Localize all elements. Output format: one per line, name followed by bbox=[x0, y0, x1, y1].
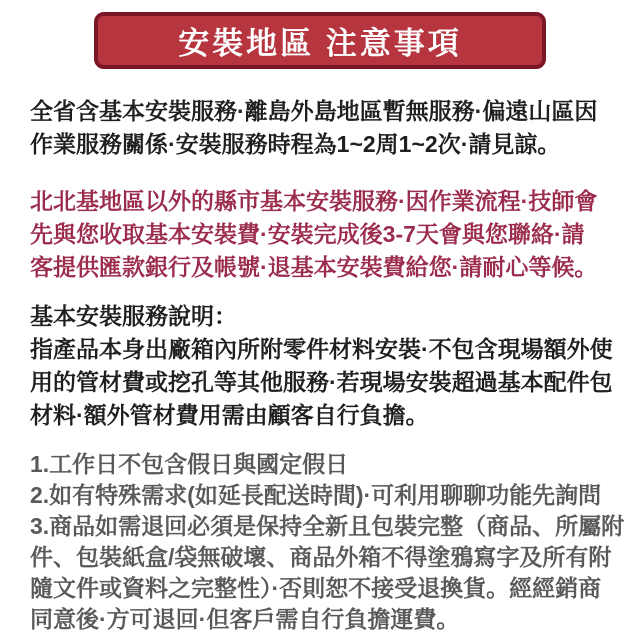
basic-install-line-2: 用的管材費或挖孔等其他服務·若現場安裝超過基本配件包 bbox=[30, 369, 613, 395]
note-line-4: 件、包裝紙盒/袋無破壞、商品外箱不得塗鴉寫字及所有附 bbox=[30, 544, 612, 570]
regional-fee-line-3: 客提供匯款銀行及帳號·退基本安裝費給您·請耐心等候。 bbox=[30, 254, 598, 280]
note-line-1: 1.工作日不包含假日與國定假日 bbox=[30, 451, 349, 477]
basic-install-heading: 基本安裝服務說明： bbox=[30, 303, 237, 329]
basic-install-section bbox=[30, 300, 613, 432]
note-line-3: 3.商品如需退回必須是保持全新且包裝完整（商品、所屬附 bbox=[30, 513, 625, 539]
basic-install-line-1: 指產品本身出廠箱內所附零件材料安裝·不包含現場額外使 bbox=[30, 336, 613, 362]
intro-line-1: 全省含基本安裝服務·離島外島地區暫無服務·偏遠山區因 bbox=[30, 98, 598, 124]
header-banner bbox=[94, 12, 546, 69]
intro-paragraph bbox=[30, 95, 610, 161]
regional-fee-line-1: 北北基地區以外的縣市基本安裝服務·因作業流程·技師會 bbox=[30, 188, 598, 214]
regional-fee-notice bbox=[30, 185, 610, 284]
regional-fee-line-2: 先與您收取基本安裝費·安裝完成後3-7天會與您聯絡·請 bbox=[30, 221, 585, 247]
notes-list bbox=[30, 449, 625, 635]
notice-content bbox=[0, 95, 640, 635]
intro-line-2: 作業服務關係·安裝服務時程為1~2周1~2次·請見諒。 bbox=[30, 131, 561, 157]
page-title: 安裝地區 注意事項 bbox=[178, 26, 462, 61]
note-line-5: 隨文件或資料之完整性）·否則恕不接受退換貨。經經銷商 bbox=[30, 575, 602, 601]
note-line-6: 同意後·方可退回·但客戶需自行負擔運費。 bbox=[30, 606, 460, 632]
basic-install-line-3: 材料·額外管材費用需由顧客自行負擔。 bbox=[30, 402, 429, 428]
note-line-2: 2.如有特殊需求(如延長配送時間)·可利用聊聊功能先詢問 bbox=[30, 482, 602, 508]
